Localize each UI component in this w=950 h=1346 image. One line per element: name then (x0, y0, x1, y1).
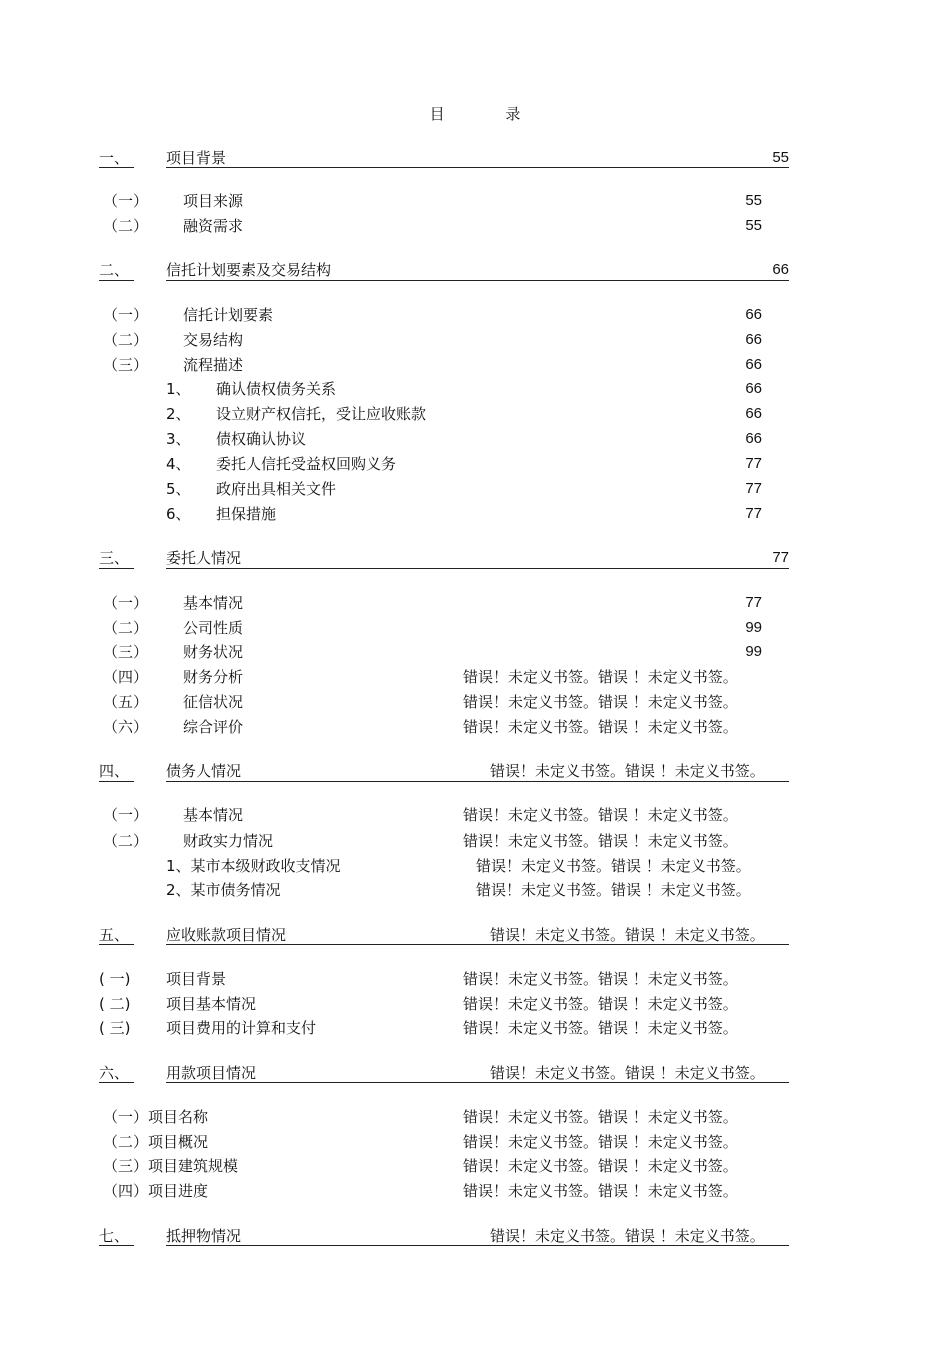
section-underline (166, 1082, 789, 1083)
section-underline (166, 781, 789, 782)
section-number-underline (99, 280, 134, 281)
toc-section-number: 三、 (99, 549, 130, 567)
bookmark-error-text: 错误！未定义书签。错误 ！未定义书签。 (463, 806, 738, 824)
section-underline (166, 1245, 789, 1246)
toc-section-link[interactable]: 委托人情况 (166, 549, 242, 567)
toc-subsub-number: 1、 (166, 380, 191, 398)
toc-page-number: 55 (745, 217, 762, 234)
toc-entry-link[interactable]: 项目基本情况 (166, 995, 257, 1013)
toc-entry-link[interactable]: （四）项目进度 (103, 1182, 209, 1200)
toc-sub-number: ( 三) (99, 1019, 131, 1037)
toc-subsub-number: 4、 (166, 455, 191, 473)
toc-entry-link[interactable]: 担保措施 (216, 505, 277, 523)
toc-page-number: 66 (745, 430, 762, 447)
bookmark-error-text: 错误！未定义书签。错误 ！未定义书签。 (463, 718, 738, 736)
toc-entry-link[interactable]: 2、某市债务情况 (166, 881, 281, 899)
bookmark-error-text: 错误！未定义书签。错误 ！未定义书签。 (463, 1133, 738, 1151)
toc-entry-link[interactable]: 设立财产权信托，受让应收账款 (216, 405, 427, 423)
toc-entry-link[interactable]: （二）项目概况 (103, 1133, 209, 1151)
toc-sub-number: （一） (103, 806, 149, 824)
toc-sub-number: （一） (103, 306, 149, 324)
toc-page-number: 66 (745, 331, 762, 348)
toc-entry-link[interactable]: 债权确认协议 (216, 430, 307, 448)
bookmark-error-text: 错误！未定义书签。错误 ！未定义书签。 (490, 1227, 765, 1245)
bookmark-error-text: 错误！未定义书签。错误 ！未定义书签。 (490, 1064, 765, 1082)
toc-sub-number: （三） (103, 643, 149, 661)
toc-subsub-number: 2、 (166, 405, 191, 423)
toc-sub-number: （三） (103, 356, 149, 374)
toc-sub-number: （五） (103, 693, 149, 711)
toc-entry-link[interactable]: 流程描述 (183, 356, 244, 374)
toc-subsub-number: 6、 (166, 505, 191, 523)
toc-sub-number: （六） (103, 718, 149, 736)
toc-entry-link[interactable]: 确认债权债务关系 (216, 380, 337, 398)
toc-entry-link[interactable]: 项目来源 (183, 192, 244, 210)
toc-page-number: 66 (745, 356, 762, 373)
toc-entry-link[interactable]: 项目费用的计算和支付 (166, 1019, 317, 1037)
section-number-underline (99, 568, 134, 569)
toc-sub-number: ( 二) (99, 995, 131, 1013)
toc-page-number: 77 (745, 455, 762, 472)
toc-entry-link[interactable]: 融资需求 (183, 217, 244, 235)
toc-entry-link[interactable]: 基本情况 (183, 806, 244, 824)
bookmark-error-text: 错误！未定义书签。错误 ！未定义书签。 (476, 881, 751, 899)
bookmark-error-text: 错误！未定义书签。错误 ！未定义书签。 (463, 1019, 738, 1037)
toc-entry-link[interactable]: 综合评价 (183, 718, 244, 736)
bookmark-error-text: 错误！未定义书签。错误 ！未定义书签。 (490, 762, 765, 780)
section-number-underline (99, 1245, 134, 1246)
bookmark-error-text: 错误！未定义书签。错误 ！未定义书签。 (463, 668, 738, 686)
bookmark-error-text: 错误！未定义书签。错误 ！未定义书签。 (490, 926, 765, 944)
toc-entry-link[interactable]: 信托计划要素 (183, 306, 274, 324)
toc-section-link[interactable]: 抵押物情况 (166, 1227, 242, 1245)
toc-sub-number: （一） (103, 192, 149, 210)
section-underline (166, 944, 789, 945)
toc-page-number: 77 (772, 549, 789, 566)
toc-page-number: 77 (745, 480, 762, 497)
toc-page-number: 77 (745, 505, 762, 522)
section-underline (166, 280, 789, 281)
bookmark-error-text: 错误！未定义书签。错误 ！未定义书签。 (463, 1157, 738, 1175)
toc-sub-number: （一） (103, 594, 149, 612)
toc-section-number: 五、 (99, 926, 130, 944)
bookmark-error-text: 错误！未定义书签。错误 ！未定义书签。 (463, 1108, 738, 1126)
toc-section-number: 七、 (99, 1227, 130, 1245)
toc-entry-link[interactable]: 交易结构 (183, 331, 244, 349)
toc-subsub-number: 5、 (166, 480, 191, 498)
section-underline (166, 167, 789, 168)
toc-entry-link[interactable]: 公司性质 (183, 619, 244, 637)
bookmark-error-text: 错误！未定义书签。错误 ！未定义书签。 (463, 995, 738, 1013)
toc-sub-number: （二） (103, 217, 149, 235)
toc-title: 目 录 (429, 105, 549, 123)
toc-page-number: 66 (745, 306, 762, 323)
section-number-underline (99, 1082, 134, 1083)
toc-section-link[interactable]: 用款项目情况 (166, 1064, 257, 1082)
toc-entry-link[interactable]: 财务状况 (183, 643, 244, 661)
bookmark-error-text: 错误！未定义书签。错误 ！未定义书签。 (463, 1182, 738, 1200)
bookmark-error-text: 错误！未定义书签。错误 ！未定义书签。 (463, 970, 738, 988)
toc-sub-number: （二） (103, 331, 149, 349)
toc-entry-link[interactable]: 项目背景 (166, 970, 227, 988)
bookmark-error-text: 错误！未定义书签。错误 ！未定义书签。 (463, 693, 738, 711)
toc-entry-link[interactable]: （三）项目建筑规模 (103, 1157, 239, 1175)
toc-section-number: 一、 (99, 149, 130, 167)
toc-sub-number: （二） (103, 832, 149, 850)
toc-section-number: 六、 (99, 1064, 130, 1082)
toc-entry-link[interactable]: 1、某市本级财政收支情况 (166, 857, 341, 875)
bookmark-error-text: 错误！未定义书签。错误 ！未定义书签。 (463, 832, 738, 850)
toc-entry-link[interactable]: 政府出具相关文件 (216, 480, 337, 498)
toc-entry-link[interactable]: 财政实力情况 (183, 832, 274, 850)
section-number-underline (99, 944, 134, 945)
toc-entry-link[interactable]: 委托人信托受益权回购义务 (216, 455, 397, 473)
toc-section-link[interactable]: 债务人情况 (166, 762, 242, 780)
toc-subsub-number: 3、 (166, 430, 191, 448)
toc-entry-link[interactable]: 基本情况 (183, 594, 244, 612)
toc-section-link[interactable]: 项目背景 (166, 149, 227, 167)
toc-entry-link[interactable]: 财务分析 (183, 668, 244, 686)
toc-sub-number: （二） (103, 619, 149, 637)
toc-entry-link[interactable]: 征信状况 (183, 693, 244, 711)
toc-section-link[interactable]: 信托计划要素及交易结构 (166, 261, 332, 279)
toc-page-number: 99 (745, 643, 762, 660)
toc-section-link[interactable]: 应收账款项目情况 (166, 926, 287, 944)
toc-sub-number: （四） (103, 668, 149, 686)
toc-page-number: 66 (745, 380, 762, 397)
toc-page-number: 66 (745, 405, 762, 422)
toc-page-number: 99 (745, 619, 762, 636)
toc-page-number: 55 (772, 149, 789, 166)
toc-entry-link[interactable]: （一）项目名称 (103, 1108, 209, 1126)
toc-sub-number: ( 一) (99, 970, 131, 988)
toc-page-number: 55 (745, 192, 762, 209)
toc-page-number: 66 (772, 261, 789, 278)
toc-section-number: 四、 (99, 762, 130, 780)
toc-page-number: 77 (745, 594, 762, 611)
section-number-underline (99, 781, 134, 782)
toc-section-number: 二、 (99, 261, 130, 279)
section-number-underline (99, 167, 134, 168)
section-underline (166, 568, 789, 569)
bookmark-error-text: 错误！未定义书签。错误 ！未定义书签。 (476, 857, 751, 875)
